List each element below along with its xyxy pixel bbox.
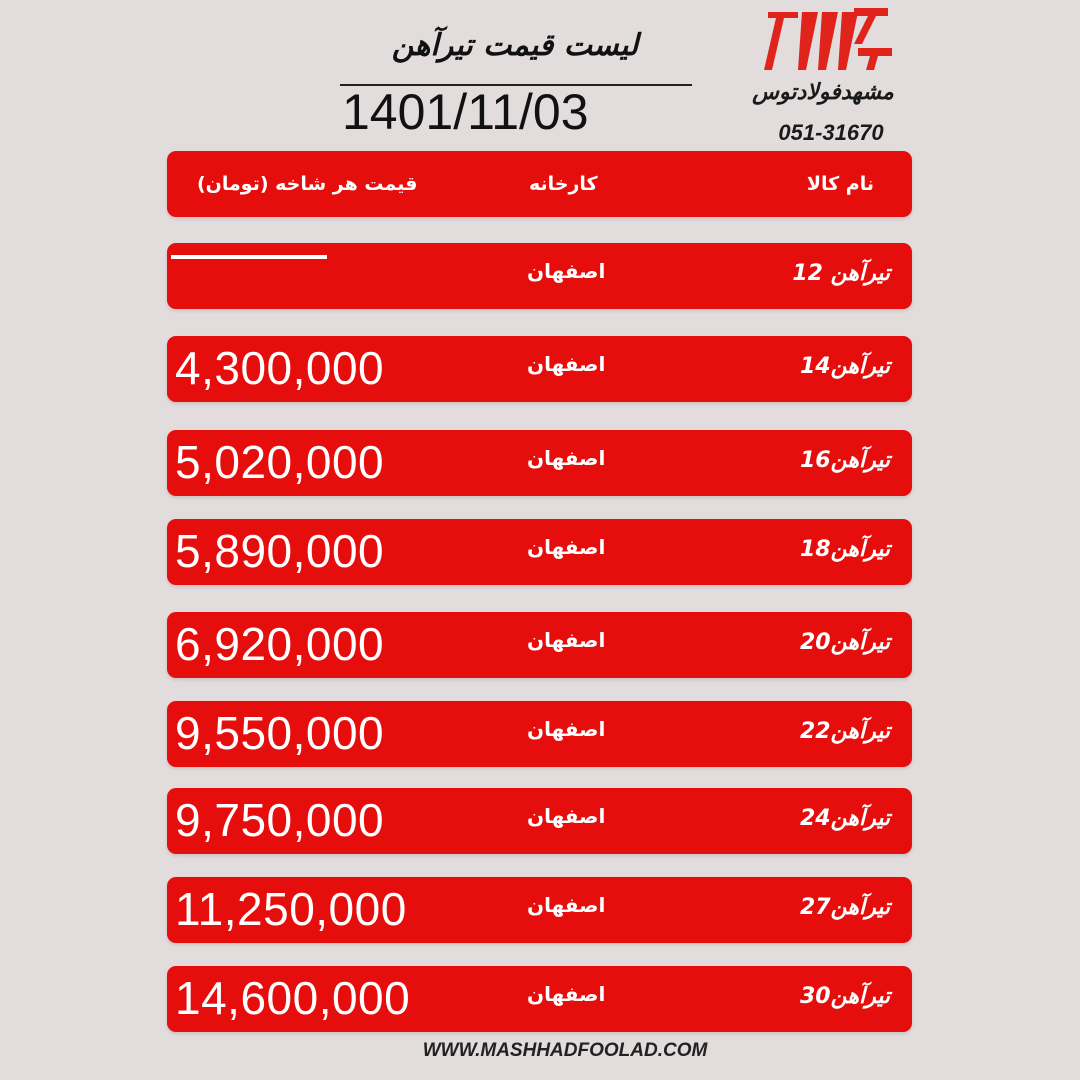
product-price: 9,750,000 bbox=[175, 794, 385, 846]
column-header-price: قیمت هر شاخه (تومان) bbox=[197, 173, 418, 195]
product-price: 6,920,000 bbox=[175, 618, 385, 670]
product-price: 14,600,000 bbox=[175, 972, 411, 1024]
brand-name: مشهدفولادتوس bbox=[752, 80, 894, 105]
factory-name: اصفهان bbox=[527, 628, 606, 652]
table-row bbox=[167, 612, 912, 678]
column-header-factory: کارخانه bbox=[529, 173, 598, 195]
product-price: 4,300,000 bbox=[175, 342, 385, 394]
price-date: 1401/11/03 bbox=[342, 84, 589, 140]
table-row bbox=[167, 701, 912, 767]
factory-name: اصفهان bbox=[527, 717, 606, 741]
product-name: تیرآهن14 bbox=[800, 354, 890, 379]
table-row bbox=[167, 877, 912, 943]
phone-number: 051-31670 bbox=[778, 120, 884, 145]
page-title: لیست قیمت تیرآهن bbox=[391, 28, 639, 63]
factory-name: اصفهان bbox=[527, 982, 606, 1006]
product-name: تیرآهن30 bbox=[800, 984, 890, 1009]
table-row bbox=[167, 519, 912, 585]
column-header-name: نام کالا bbox=[806, 173, 874, 195]
factory-name: اصفهان bbox=[527, 804, 606, 828]
product-name: تیرآهن 12 bbox=[792, 261, 890, 286]
table-row bbox=[167, 336, 912, 402]
product-name: تیرآهن24 bbox=[800, 806, 890, 831]
price-placeholder-line bbox=[171, 255, 327, 259]
factory-name: اصفهان bbox=[527, 535, 606, 559]
steel-beam-logo-icon bbox=[758, 4, 898, 76]
product-name: تیرآهن18 bbox=[800, 537, 890, 562]
table-header-row bbox=[167, 151, 912, 217]
table-row bbox=[167, 430, 912, 496]
table-row bbox=[167, 788, 912, 854]
table-row bbox=[167, 966, 912, 1032]
factory-name: اصفهان bbox=[527, 259, 606, 283]
factory-name: اصفهان bbox=[527, 352, 606, 376]
factory-name: اصفهان bbox=[527, 893, 606, 917]
product-price: 11,250,000 bbox=[175, 883, 407, 935]
product-name: تیرآهن22 bbox=[800, 719, 890, 744]
product-name: تیرآهن16 bbox=[800, 448, 890, 473]
product-name: تیرآهن20 bbox=[800, 630, 890, 655]
product-price: 5,020,000 bbox=[175, 436, 385, 488]
product-price: 5,890,000 bbox=[175, 525, 385, 577]
product-price: 9,550,000 bbox=[175, 707, 385, 759]
product-name: تیرآهن27 bbox=[800, 895, 890, 920]
table-row bbox=[167, 243, 912, 309]
website-url: WWW.MASHHADFOOLAD.COM bbox=[422, 1040, 708, 1061]
factory-name: اصفهان bbox=[527, 446, 606, 470]
